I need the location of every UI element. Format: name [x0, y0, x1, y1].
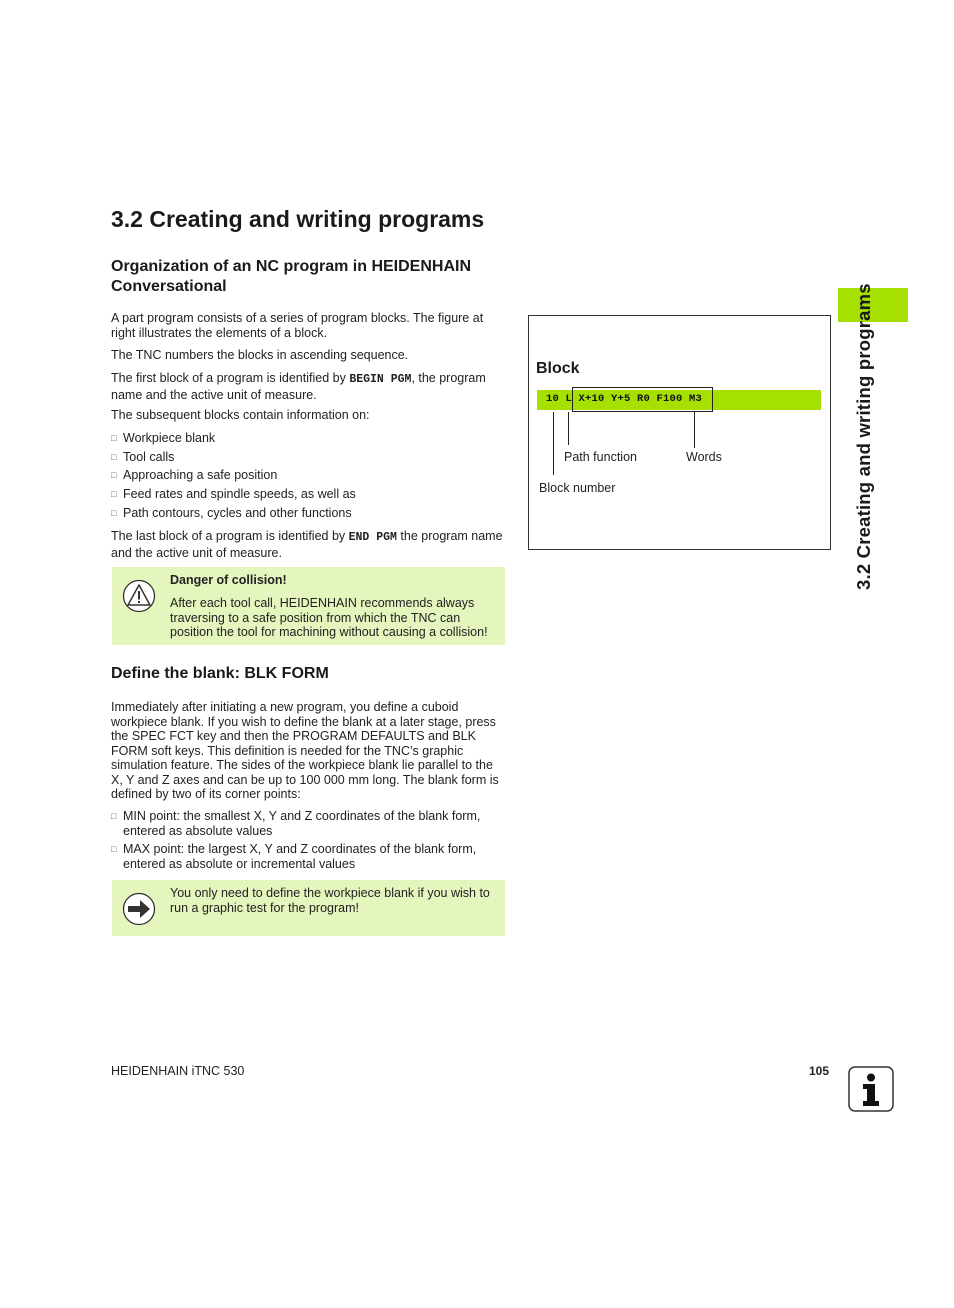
figure-leader-line [694, 412, 695, 448]
list-item: □ Tool calls [111, 450, 519, 465]
list-item: □ Path contours, cycles and other functions [111, 506, 519, 521]
list-item: □ Feed rates and spindle speeds, as well as [111, 487, 519, 502]
chapter-side-title: 3.2 Creating and writing programs [853, 283, 874, 590]
list-item: □ MAX point: the largest X, Y and Z coordinates of the blank form, entered as absolute or incremental values [111, 842, 519, 871]
paragraph-blank-definition: Immediately after initiating a new program, you define a cuboid workpiece blank. If you wish to define the blank at a later stage, press the SPEC FCT key and then the PROGRAM DEFAULTS and BLK FORM soft keys. This definition is needed for the TNC’s graphic simulation feature. The sides of the workpiece blank lie parallel to the X, Y and Z axes and can be up to 100 000 mm long. The blank form is defined by two of its corner points: [111, 700, 499, 801]
warning-text: After each tool call, HEIDENHAIN recommends always traversing to a safe position from which the TNC can position the tool for machining without causing a collision! [170, 596, 488, 639]
figure-label-block-number: Block number [539, 481, 616, 495]
info-icon [848, 1066, 894, 1112]
paragraph-last-block: The last block of a program is identified by END PGM the program name and the active unit of measure. [111, 529, 503, 560]
code-end-pgm: END PGM [348, 531, 397, 544]
warning-triangle-icon [122, 579, 156, 613]
figure-leader-line [568, 412, 569, 445]
list-item: □ Approaching a safe position [111, 468, 519, 483]
tip-note [112, 880, 505, 936]
tip-text: You only need to define the workpiece blank if you wish to run a graphic test for the program! [170, 886, 490, 915]
paragraph-intro: A part program consists of a series of program blocks. The figure at right illustrates the elements of a block. [111, 311, 484, 340]
figure-label-words: Words [686, 450, 722, 464]
list-item: □ MIN point: the smallest X, Y and Z coordinates of the blank form, entered as absolute values [111, 809, 519, 838]
figure-words-box [572, 387, 713, 412]
warning-note [112, 567, 505, 645]
warning-title: Danger of collision! [170, 573, 287, 587]
figure-title: Block [536, 360, 580, 377]
paragraph-numbering: The TNC numbers the blocks in ascending sequence. [111, 348, 409, 362]
arrow-right-icon [122, 892, 156, 926]
figure-label-path-function: Path function [564, 450, 637, 464]
footer-product-name: HEIDENHAIN iTNC 530 [111, 1064, 245, 1078]
paragraph-first-block: The first block of a program is identified by BEGIN PGM, the program name and the active unit of measure. [111, 371, 486, 402]
figure-leader-line [553, 412, 554, 475]
page-title: 3.2 Creating and writing programs [111, 206, 485, 232]
page-number: 105 [809, 1064, 830, 1078]
section-heading-organization: Organization of an NC program in HEIDENHAIN Conversational [111, 258, 472, 295]
block-figure [528, 315, 831, 550]
list-item: □ Workpiece blank [111, 431, 519, 446]
figure-code: 10 L X+10 Y+5 R0 F100 M3 [546, 393, 703, 405]
code-begin-pgm: BEGIN PGM [349, 373, 412, 386]
paragraph-subsequent: The subsequent blocks contain information on: [111, 408, 370, 422]
section-heading-blank: Define the blank: BLK FORM [111, 665, 329, 682]
